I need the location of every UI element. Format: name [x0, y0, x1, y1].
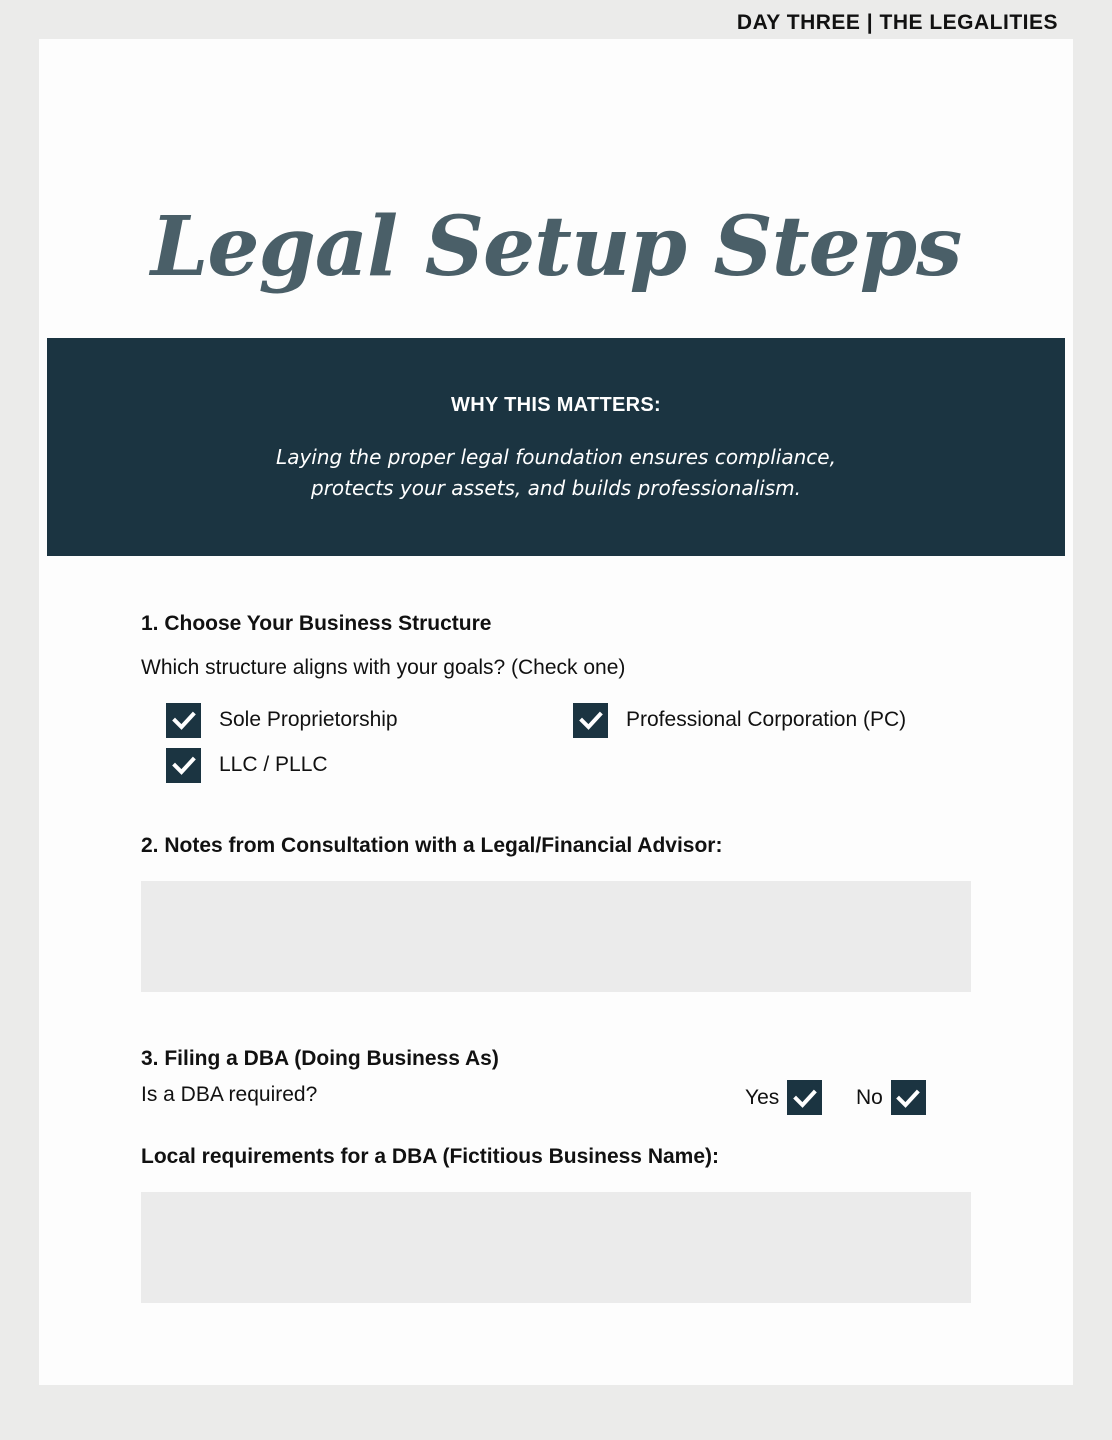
checkbox-checked-icon[interactable]	[787, 1080, 822, 1115]
section-3-heading: 3. Filing a DBA (Doing Business As)	[141, 1047, 499, 1070]
option-label: Professional Corporation (PC)	[626, 708, 907, 731]
section-2-heading: 2. Notes from Consultation with a Legal/Financial Advisor:	[141, 834, 723, 857]
banner-line-2: protects your assets, and builds professionalism.	[311, 476, 801, 500]
checkbox-checked-icon[interactable]	[166, 748, 201, 783]
banner-heading: WHY THIS MATTERS:	[451, 394, 661, 416]
dba-yes-option[interactable]	[745, 1080, 822, 1115]
page-header-label: DAY THREE | THE LEGALITIES	[736, 11, 1058, 34]
option-sole-proprietorship[interactable]	[166, 703, 398, 737]
checkbox-checked-icon[interactable]	[166, 703, 201, 738]
section-1-question: Which structure aligns with your goals? (Check one)	[141, 656, 626, 679]
option-label: LLC / PLLC	[219, 753, 328, 776]
dba-requirements-field[interactable]	[141, 1192, 971, 1303]
checkbox-checked-icon[interactable]	[573, 703, 608, 738]
page-title: Legal Setup Steps	[150, 199, 962, 295]
banner-line-1: Laying the proper legal foundation ensures compliance,	[276, 445, 836, 469]
option-llc-pllc[interactable]	[166, 748, 328, 782]
no-label: No	[856, 1085, 883, 1109]
dba-local-requirements-heading: Local requirements for a DBA (Fictitious Business Name):	[141, 1145, 720, 1168]
dba-question: Is a DBA required?	[141, 1083, 318, 1106]
option-label: Sole Proprietorship	[219, 708, 398, 731]
option-professional-corporation[interactable]	[573, 703, 906, 737]
dba-no-option[interactable]	[856, 1080, 926, 1115]
section-1-heading: 1. Choose Your Business Structure	[141, 612, 492, 635]
consultation-notes-field[interactable]	[141, 881, 971, 992]
yes-label: Yes	[745, 1085, 780, 1109]
checkbox-checked-icon[interactable]	[891, 1080, 926, 1115]
banner-text	[47, 442, 1065, 504]
why-this-matters-banner	[47, 338, 1065, 556]
